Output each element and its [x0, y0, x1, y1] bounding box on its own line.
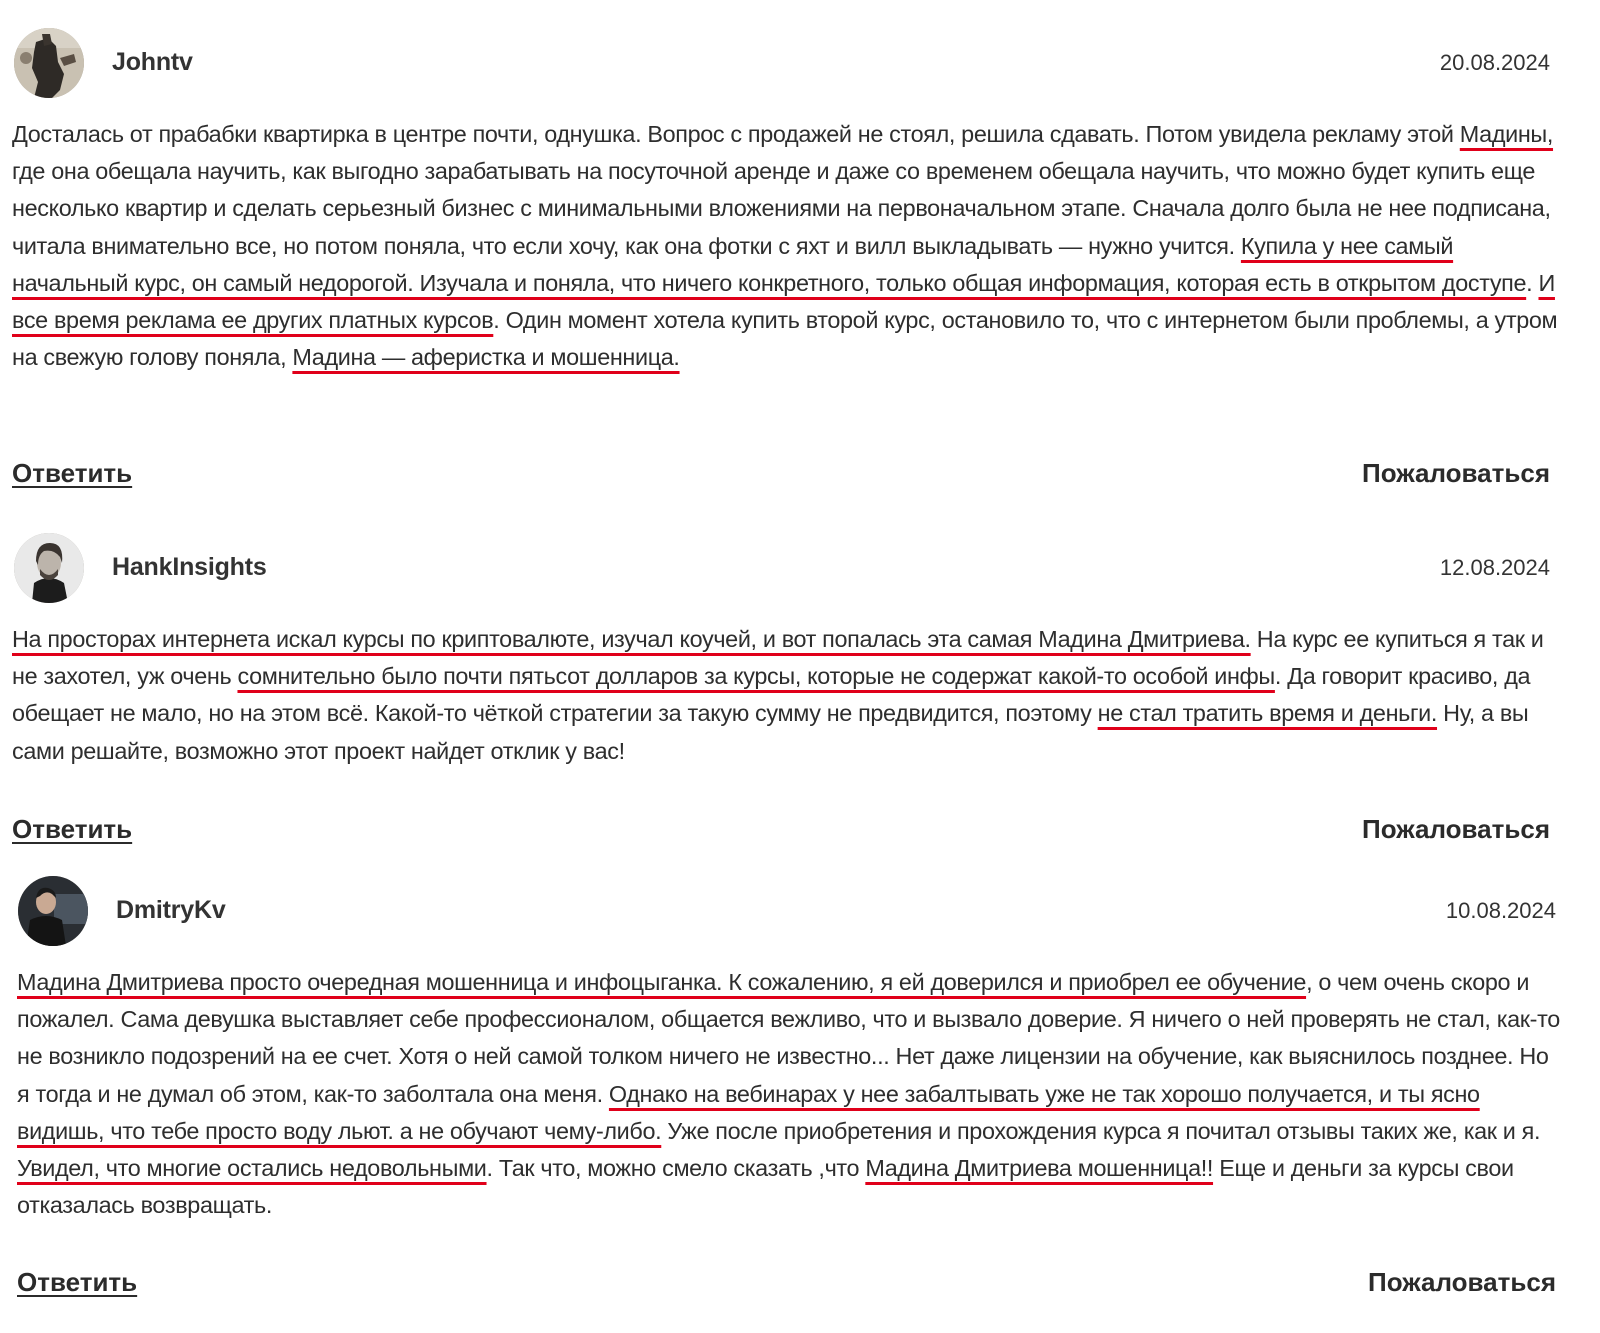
- highlighted-text: Купила у нее самый начальный курс, он самый недорогой. Изучала и поняла, что ничего конкретного, только общая информация, которая есть в открытом доступе: [12, 232, 1527, 296]
- comment-date: 12.08.2024: [1439, 555, 1550, 580]
- comment-text-segment: Еще и деньги за курсы свои отказалась возвращать.: [17, 1155, 1514, 1219]
- highlighted-text: Мадина — аферистка и мошенница.: [292, 344, 680, 371]
- user-avatar-photo-icon: [14, 533, 84, 603]
- comment-header: [0, 22, 1600, 102]
- comment-date: 10.08.2024: [1445, 898, 1556, 923]
- reply-link[interactable]: Ответить: [12, 814, 133, 844]
- highlighted-text: Однако на вебинарах у нее забалтывать уже не так хорошо получается, и ты ясно видишь, что тебе просто воду льют. а не обучают чему-либо.: [17, 1080, 1480, 1144]
- comment-text-segment: Досталась от прабабки квартирка в центре почти, однушка. Вопрос с продажей не стоял, решила сдавать. Потом увидела рекламу этой: [12, 121, 1460, 147]
- comment-actions: [0, 1267, 1600, 1307]
- comment-text: [12, 116, 1572, 376]
- comment-author: DmitryKv: [116, 896, 226, 924]
- comment-actions: [0, 458, 1600, 498]
- comment-text-segment: Ну, а вы сами решайте, возможно этот проект найдет отклик у вас!: [12, 700, 1529, 764]
- comment-author: Johntv: [112, 48, 193, 76]
- comment-text: [17, 964, 1563, 1224]
- comment-text: [12, 621, 1572, 770]
- highlighted-text: Увидел, что многие остались недовольными: [17, 1155, 487, 1182]
- highlighted-text: не стал тратить время и деньги.: [1097, 700, 1438, 727]
- comment-header: [0, 870, 1600, 950]
- highlighted-text: Мадина Дмитриева мошенница!!: [865, 1155, 1214, 1182]
- comment-date: 20.08.2024: [1439, 50, 1550, 75]
- highlighted-text: На просторах интернета искал курсы по криптовалюте, изучал коучей, и вот попалась эта самая Мадина Дмитриева.: [12, 626, 1251, 652]
- reply-link[interactable]: Ответить: [17, 1267, 138, 1297]
- highlighted-text: сомнительно было почти пятьсот долларов за курсы, которые не содержат какой-то особой инфы: [237, 663, 1275, 690]
- comment-text-segment: . Так что, можно смело сказать ,что: [486, 1155, 866, 1182]
- report-link[interactable]: Пожаловаться: [1362, 814, 1550, 844]
- user-avatar[interactable]: [14, 533, 84, 603]
- comment-header: [0, 527, 1600, 607]
- user-avatar[interactable]: [14, 28, 84, 98]
- highlighted-text: Мадина Дмитриева просто очередная мошенница и инфоцыганка. К сожалению, я ей доверился и приобрел ее обучение: [17, 969, 1307, 995]
- comment-author: HankInsights: [112, 553, 267, 581]
- comment-text-segment: . Да говорит красиво, да обещает не мало, но на этом всё. Какой-то чёткой стратегии за такую сумму не предвидится, поэтому: [12, 663, 1531, 727]
- report-link[interactable]: Пожаловаться: [1362, 458, 1550, 488]
- comment-actions: [0, 814, 1600, 854]
- comment-text-segment: , о чем очень скоро и пожалел. Сама девушка выставляет себе профессионалом, общается вежливо, что и вызвало доверие. Я ничего о ней проверять не стал, как-то не возникло подозрений на ее счет. Хотя о ней самой толком ничего не известно... Нет даже лицензии на обучение, как выяснилось позднее. Но я тогда и не думал об этом, как-то заболтала она меня.: [17, 969, 1560, 1107]
- comment-text-segment: . Один момент хотела купить второй курс, остановило то, что с интернетом были проблемы, а утром на свежую голову поняла,: [12, 307, 1558, 371]
- reply-link[interactable]: Ответить: [12, 458, 133, 488]
- highlighted-text: Мадины,: [1459, 121, 1554, 147]
- report-link[interactable]: Пожаловаться: [1368, 1267, 1556, 1297]
- comment-text-segment: Уже после приобретения и прохождения курса я почитал отзывы таких же, как и я.: [661, 1117, 1541, 1144]
- user-avatar-photo-icon: [18, 876, 88, 946]
- comment-text-segment: .: [1526, 269, 1539, 296]
- comment-text-segment: На курс ее купиться я так и не захотел, уж очень: [12, 626, 1544, 690]
- comment-text-segment: где она обещала научить, как выгодно зарабатывать на посуточной аренде и даже со временем обещала научить, что можно будет купить еще несколько квартир и сделать серьезный бизнес с минимальными вложениями на первоначальном этапе. Сначала долго была не нее подписана, читала внимательно все, но потом поняла, что если хочу, как она фотки с яхт и вилл выкладывать — нужно учится.: [12, 158, 1551, 259]
- user-avatar-photo-icon: [14, 28, 84, 98]
- user-avatar[interactable]: [18, 876, 88, 946]
- highlighted-text: И все время реклама ее других платных курсов: [12, 269, 1555, 334]
